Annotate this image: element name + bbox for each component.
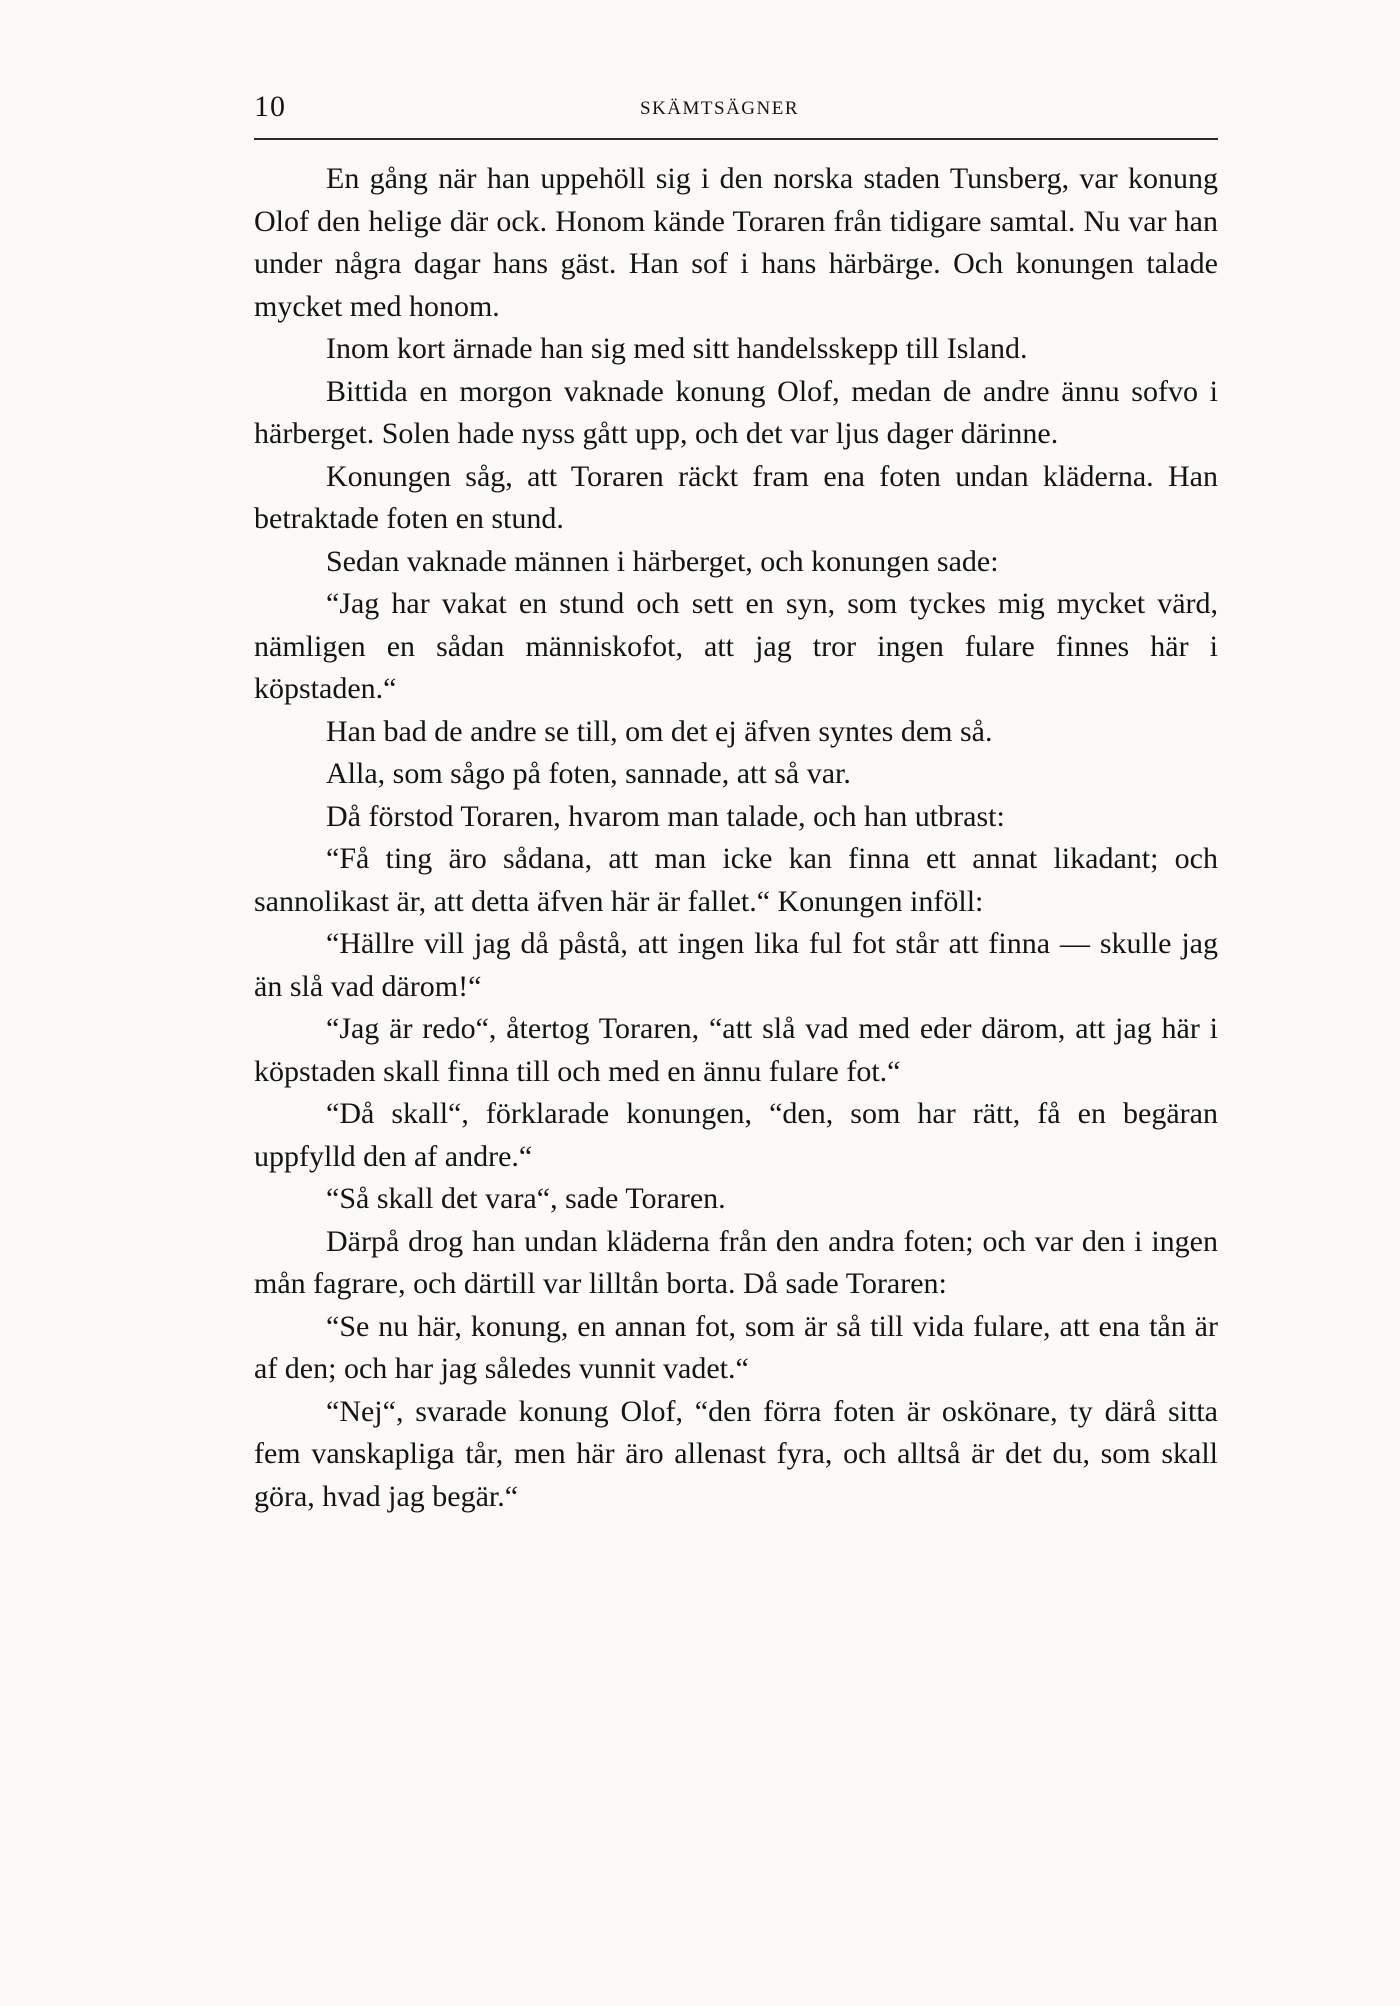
paragraph: Alla, som sågo på foten, sannade, att så var. xyxy=(326,757,851,790)
paragraph: “Jag har vakat en stund och sett en syn, som tyckes mig mycket värd, nämligen en sådan människofot, att jag tror ingen fulare finnes här i köpstaden.“ xyxy=(254,587,1218,705)
paragraph: Bittida en morgon vaknade konung Olof, medan de andre ännu sofvo i härberget. Solen hade nyss gått upp, och det var ljus dager därinne. xyxy=(254,374,1218,450)
paragraph: Inom kort ärnade han sig med sitt handelsskepp till Island. xyxy=(326,332,1028,365)
body-text xyxy=(254,158,1218,1518)
paragraph: “Se nu här, konung, en annan fot, som är så till vida fulare, att ena tån är af den; och har jag således vunnit vadet.“ xyxy=(254,1309,1218,1385)
paragraph: Därpå drog han undan kläderna från den andra foten; och var den i ingen mån fagrare, och därtill var lilltån borta. Då sade Toraren: xyxy=(254,1224,1218,1300)
paragraph: Han bad de andre se till, om det ej äfven syntes dem så. xyxy=(326,714,993,748)
running-title: SKÄMTSÄGNER xyxy=(640,98,800,119)
page-number: 10 xyxy=(254,90,286,123)
paragraph: En gång när han uppehöll sig i den norska staden Tunsberg, var konung Olof den helige där ock. Honom kände Toraren från tidigare samtal. Nu var han under några dagar hans gäst. Han sof i hans härbärge. Och konungen talade mycket med honom. xyxy=(254,162,1218,323)
paragraph: “Så skall det vara“, sade Toraren. xyxy=(326,1182,726,1215)
header-rule xyxy=(254,138,1218,140)
paragraph: Sedan vaknade männen i härberget, och konungen sade: xyxy=(326,544,999,578)
paragraph: “Nej“, svarade konung Olof, “den förra foten är oskönare, ty därå sitta fem vanskapliga tår, men här äro allenast fyra, och alltså är det du, som skall göra, hvad jag begär.“ xyxy=(254,1394,1218,1513)
paragraph: “Hällre vill jag då påstå, att ingen lika ful fot står att finna — skulle jag än slå vad därom!“ xyxy=(254,927,1218,1003)
paragraph: Då förstod Toraren, hvarom man talade, och han utbrast: xyxy=(326,799,1005,833)
paragraph: “Jag är redo“, återtog Toraren, “att slå vad med eder därom, att jag här i köpstaden skall finna till och med en ännu fulare fot.“ xyxy=(254,1012,1218,1088)
paragraph: “Få ting äro sådana, att man icke kan finna ett annat likadant; och sannolikast är, att detta äfven här är fallet.“ Konungen inföll: xyxy=(254,842,1218,918)
paragraph: Konungen såg, att Toraren räckt fram ena foten undan kläderna. Han betraktade foten en stund. xyxy=(254,459,1218,535)
paragraph: “Då skall“, förklarade konungen, “den, som har rätt, få en begäran uppfylld den af andre.“ xyxy=(254,1097,1218,1173)
